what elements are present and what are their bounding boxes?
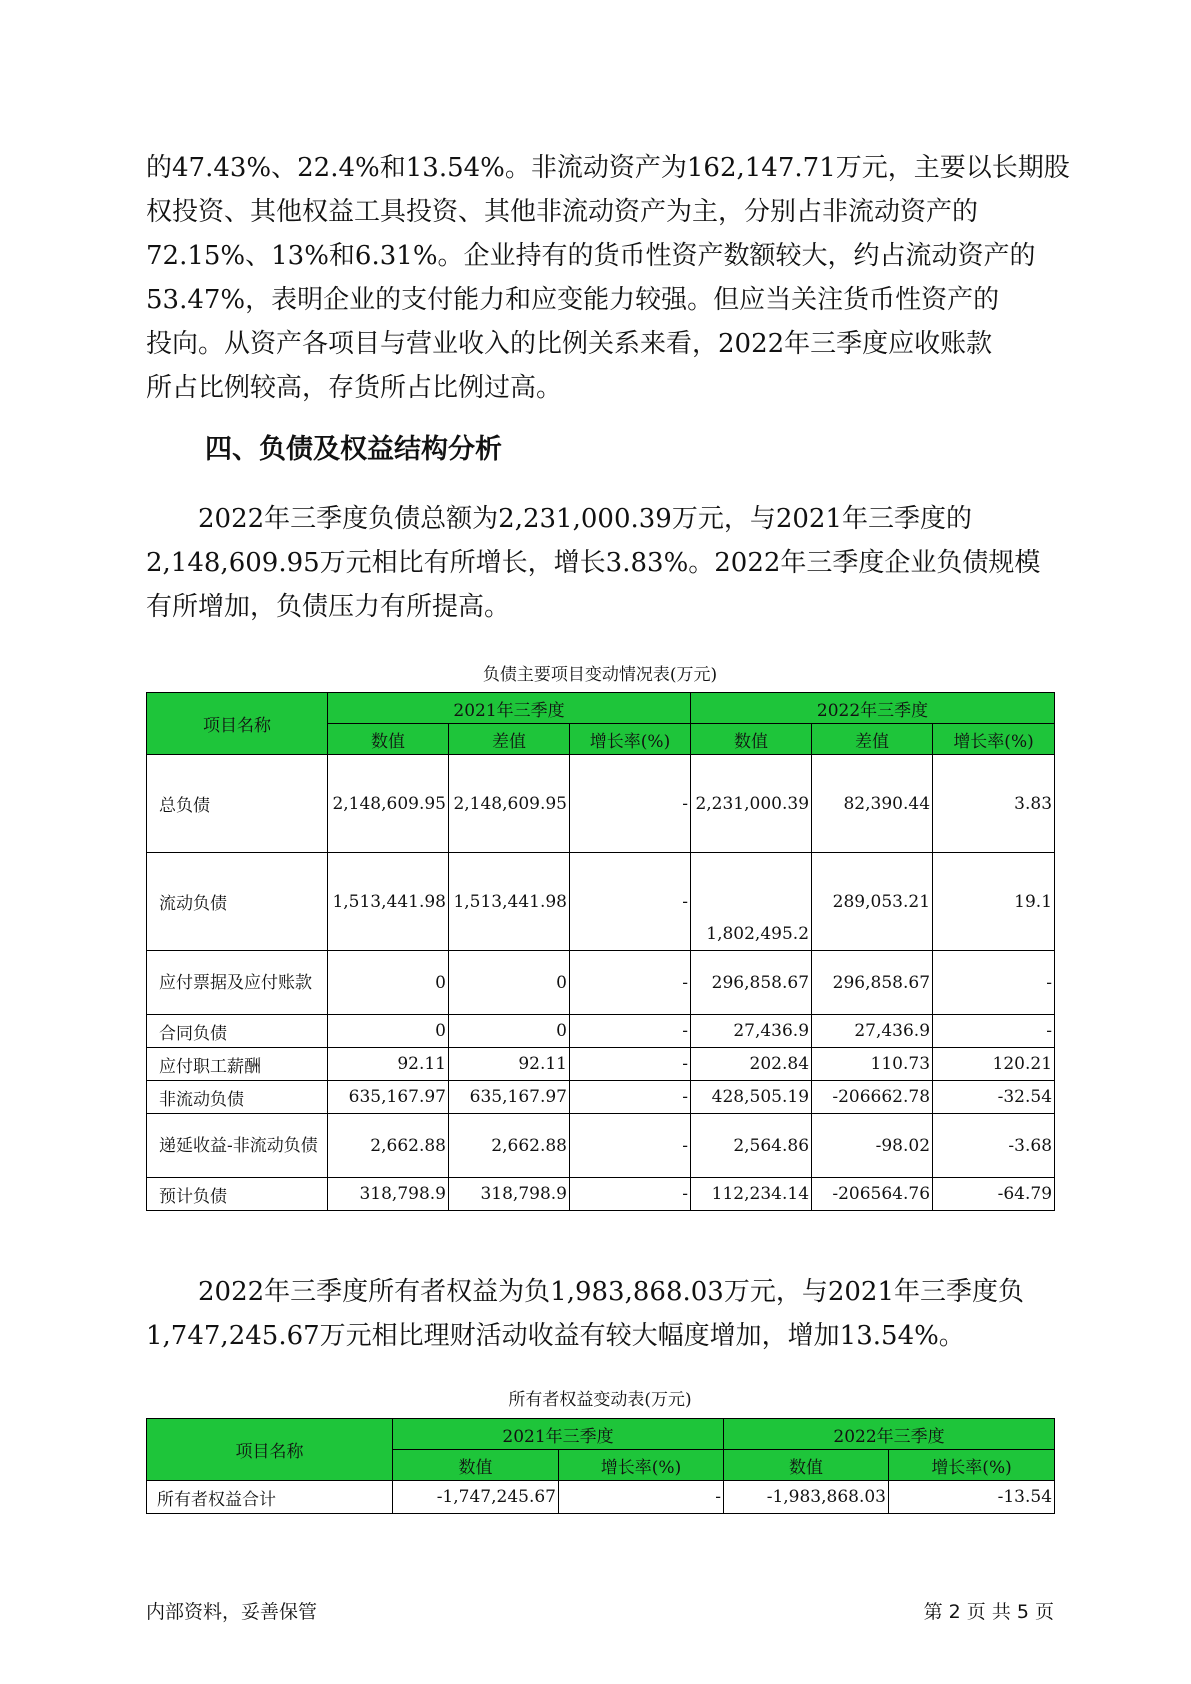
cell-diff: -206662.78 (812, 1081, 933, 1114)
header-value: 数值 (691, 724, 812, 755)
cell-diff: 296,858.67 (812, 951, 933, 1015)
cell-diff: 635,167.97 (449, 1081, 570, 1114)
row-name: 流动负债 (147, 853, 328, 951)
table-row (147, 1114, 1055, 1178)
intro-line: 的47.43%、22.4%和13.54%。非流动资产为162,147.71万元，主要以长期股 (146, 153, 1070, 183)
cell-rate: - (559, 1481, 724, 1514)
header-value: 数值 (393, 1450, 559, 1481)
header-period-2021: 2021年三季度 (393, 1419, 724, 1450)
cell-rate: -13.54 (889, 1481, 1055, 1514)
cell-value: 202.84 (691, 1048, 812, 1081)
cell-value: 2,231,000.39 (691, 755, 812, 853)
intro-line: 72.15%、13%和6.31%。企业持有的货币性资产数额较大，约占流动资产的 (146, 241, 1036, 271)
cell-diff: -98.02 (812, 1114, 933, 1178)
liabilities-line: 2,148,609.95万元相比有所增长，增长3.83%。2022年三季度企业负债规模 (146, 548, 1041, 578)
header-rate: 增长率(%) (559, 1450, 724, 1481)
liabilities-table-caption: 负债主要项目变动情况表(万元) (482, 665, 718, 685)
cell-diff: 27,436.9 (812, 1015, 933, 1048)
cell-rate: 120.21 (933, 1048, 1055, 1081)
row-name: 所有者权益合计 (147, 1481, 393, 1514)
cell-value: 1,802,495.2 (691, 853, 812, 951)
liabilities-paragraph (146, 497, 1054, 629)
cell-diff: -206564.76 (812, 1178, 933, 1211)
cell-rate: 3.83 (933, 755, 1055, 853)
cell-value: 635,167.97 (328, 1081, 449, 1114)
cell-rate: - (570, 853, 691, 951)
row-name: 合同负债 (147, 1015, 328, 1048)
cell-value: 0 (328, 1015, 449, 1048)
cell-value: 1,513,441.98 (328, 853, 449, 951)
cell-rate: - (933, 951, 1055, 1015)
cell-diff: 2,148,609.95 (449, 755, 570, 853)
header-period-2021: 2021年三季度 (328, 693, 691, 724)
cell-value: 318,798.9 (328, 1178, 449, 1211)
cell-value: -1,983,868.03 (724, 1481, 889, 1514)
header-period-2022: 2022年三季度 (724, 1419, 1055, 1450)
header-item-name: 项目名称 (147, 693, 328, 755)
table-row (147, 755, 1055, 853)
header-rate: 增长率(%) (570, 724, 691, 755)
cell-diff: 289,053.21 (812, 853, 933, 951)
header-rate: 增长率(%) (889, 1450, 1055, 1481)
cell-diff: 1,513,441.98 (449, 853, 570, 951)
cell-rate: - (570, 755, 691, 853)
footer-confidential-note: 内部资料，妥善保管 (146, 1601, 318, 1623)
cell-diff: 0 (449, 1015, 570, 1048)
cell-diff: 82,390.44 (812, 755, 933, 853)
header-diff: 差值 (812, 724, 933, 755)
cell-rate: - (570, 1114, 691, 1178)
header-period-2022: 2022年三季度 (691, 693, 1055, 724)
cell-value: 2,662.88 (328, 1114, 449, 1178)
header-rate: 增长率(%) (933, 724, 1055, 755)
cell-diff: 110.73 (812, 1048, 933, 1081)
cell-diff: 318,798.9 (449, 1178, 570, 1211)
cell-rate: - (570, 1178, 691, 1211)
row-name: 总负债 (147, 755, 328, 853)
cell-value: 2,564.86 (691, 1114, 812, 1178)
intro-line: 权投资、其他权益工具投资、其他非流动资产为主，分别占非流动资产的 (146, 197, 979, 227)
row-name: 递延收益-非流动负债 (147, 1114, 328, 1178)
cell-diff: 92.11 (449, 1048, 570, 1081)
cell-rate: -32.54 (933, 1081, 1055, 1114)
cell-rate: - (570, 951, 691, 1015)
cell-rate: -64.79 (933, 1178, 1055, 1211)
liabilities-line: 2022年三季度负债总额为2,231,000.39万元，与2021年三季度的 (198, 504, 973, 534)
section-heading: 四、负债及权益结构分析 (205, 434, 502, 465)
cell-value: -1,747,245.67 (393, 1481, 559, 1514)
header-diff: 差值 (449, 724, 570, 755)
cell-diff: 0 (449, 951, 570, 1015)
row-name: 应付票据及应付账款 (147, 951, 328, 1015)
equity-line: 2022年三季度所有者权益为负1,983,868.03万元，与2021年三季度负 (198, 1277, 1025, 1307)
equity-table (146, 1418, 1055, 1514)
table-row (147, 1178, 1055, 1211)
header-item-name: 项目名称 (147, 1419, 393, 1481)
table-row (147, 1015, 1055, 1048)
table-row (147, 1081, 1055, 1114)
cell-value: 2,148,609.95 (328, 755, 449, 853)
intro-line: 所占比例较高，存货所占比例过高。 (146, 373, 563, 403)
cell-value: 428,505.19 (691, 1081, 812, 1114)
cell-rate: - (933, 1015, 1055, 1048)
intro-line: 投向。从资产各项目与营业收入的比例关系来看，2022年三季度应收账款 (146, 329, 993, 359)
cell-rate: 19.1 (933, 853, 1055, 951)
equity-paragraph (146, 1270, 1054, 1358)
cell-rate: -3.68 (933, 1114, 1055, 1178)
cell-rate: - (570, 1015, 691, 1048)
footer-page-number: 第 2 页 共 5 页 (923, 1601, 1054, 1623)
row-name: 非流动负债 (147, 1081, 328, 1114)
header-value: 数值 (724, 1450, 889, 1481)
table-row (147, 1048, 1055, 1081)
row-name: 预计负债 (147, 1178, 328, 1211)
liabilities-line: 有所增加，负债压力有所提高。 (146, 592, 511, 622)
liabilities-table (146, 692, 1055, 1211)
intro-paragraph (146, 146, 1070, 410)
cell-value: 27,436.9 (691, 1015, 812, 1048)
cell-value: 0 (328, 951, 449, 1015)
cell-rate: - (570, 1048, 691, 1081)
cell-diff: 2,662.88 (449, 1114, 570, 1178)
cell-value: 296,858.67 (691, 951, 812, 1015)
equity-table-caption: 所有者权益变动表(万元) (508, 1390, 692, 1410)
cell-rate: - (570, 1081, 691, 1114)
equity-line: 1,747,245.67万元相比理财活动收益有较大幅度增加，增加13.54%。 (146, 1321, 965, 1351)
intro-line: 53.47%，表明企业的支付能力和应变能力较强。但应当关注货币性资产的 (146, 285, 1000, 315)
cell-value: 112,234.14 (691, 1178, 812, 1211)
table-row (147, 853, 1055, 951)
row-name: 应付职工薪酬 (147, 1048, 328, 1081)
table-row (147, 951, 1055, 1015)
table-row (147, 1481, 1055, 1514)
header-value: 数值 (328, 724, 449, 755)
cell-value: 92.11 (328, 1048, 449, 1081)
